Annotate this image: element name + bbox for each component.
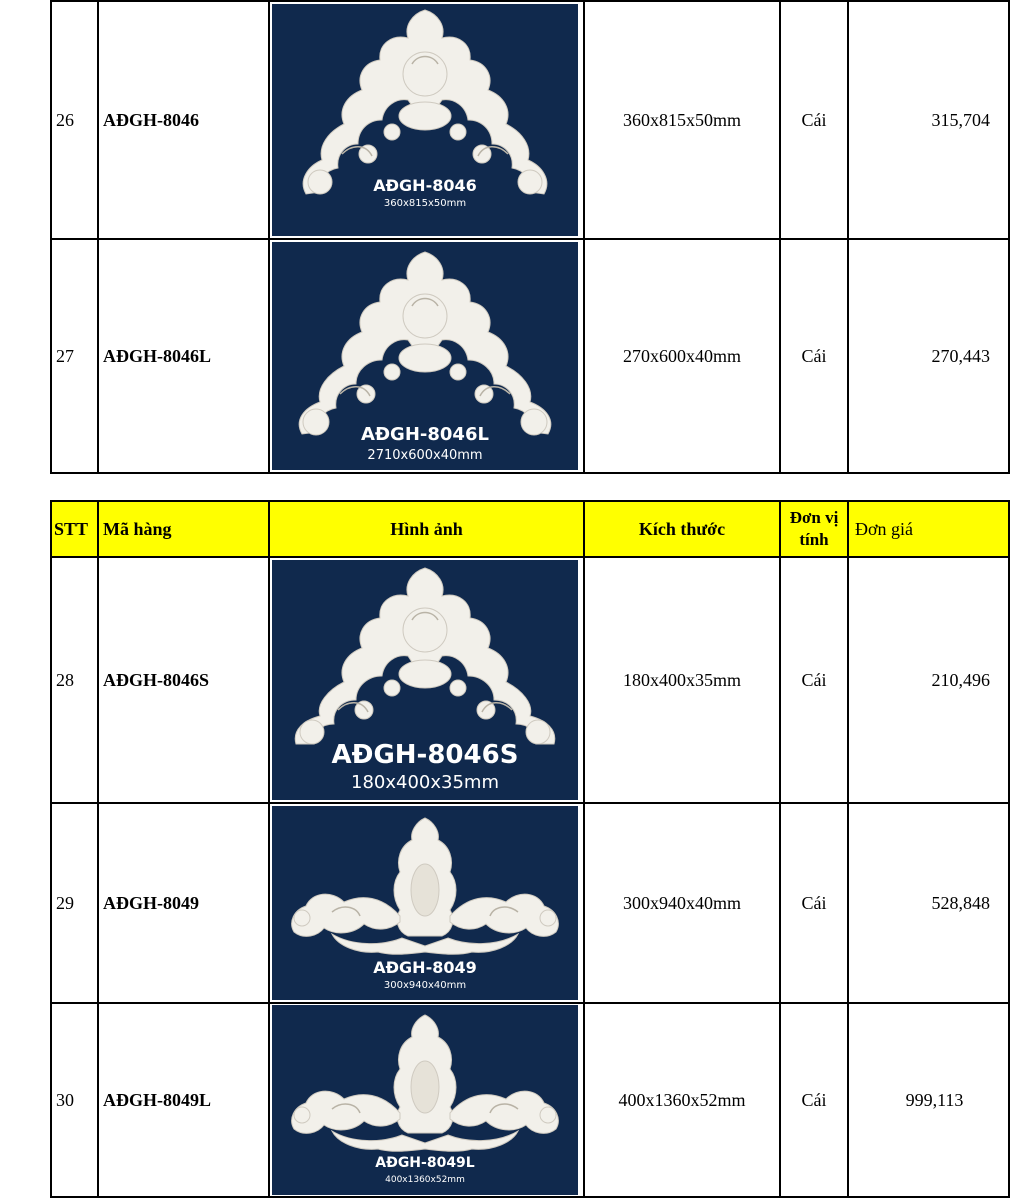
product-size: 360x815x50mm xyxy=(584,1,780,239)
header-size: Kích thước xyxy=(584,501,780,557)
row-number: 29 xyxy=(51,803,98,1003)
product-image-cell xyxy=(269,239,584,473)
product-image xyxy=(272,806,578,1000)
image-label: AĐGH-8046L xyxy=(361,424,489,445)
product-size: 300x940x40mm xyxy=(584,803,780,1003)
header-unit-line2: tính xyxy=(799,530,829,549)
row-number: 30 xyxy=(51,1003,98,1197)
image-dimension: 360x815x50mm xyxy=(383,198,467,209)
table-row xyxy=(51,239,1009,473)
header-image: Hình ảnh xyxy=(269,501,584,557)
image-label: AĐGH-8049 xyxy=(373,958,477,977)
product-price: 210,496 xyxy=(848,557,1009,803)
product-code: AĐGH-8049 xyxy=(98,803,269,1003)
image-label: AĐGH-8049L xyxy=(375,1155,475,1171)
product-price: 528,848 xyxy=(848,803,1009,1003)
product-image-cell xyxy=(269,803,584,1003)
product-size: 270x600x40mm xyxy=(584,239,780,473)
table-row xyxy=(51,557,1009,803)
product-size: 180x400x35mm xyxy=(584,557,780,803)
product-unit: Cái xyxy=(780,803,848,1003)
header-stt: STT xyxy=(51,501,98,557)
product-price: 999,113 xyxy=(848,1003,1009,1197)
table-row xyxy=(51,1003,1009,1197)
product-image xyxy=(272,4,578,236)
row-number: 28 xyxy=(51,557,98,803)
image-label: AĐGH-8046 xyxy=(373,176,477,195)
product-code: AĐGH-8049L xyxy=(98,1003,269,1197)
product-size: 400x1360x52mm xyxy=(584,1003,780,1197)
header-unit-line1: Đơn vị xyxy=(789,508,839,527)
header-unit xyxy=(780,501,848,557)
product-price: 315,704 xyxy=(848,1,1009,239)
product-image xyxy=(272,1005,578,1195)
product-image-cell xyxy=(269,1003,584,1197)
row-number: 27 xyxy=(51,239,98,473)
product-image xyxy=(272,560,578,800)
product-image-cell xyxy=(269,557,584,803)
header-code: Mã hàng xyxy=(98,501,269,557)
image-dimension: 180x400x35mm xyxy=(351,772,499,793)
image-dimension: 300x940x40mm xyxy=(383,980,467,991)
header-price: Đơn giá xyxy=(848,501,1009,557)
product-unit: Cái xyxy=(780,1,848,239)
price-table-top xyxy=(50,0,1010,474)
row-number: 26 xyxy=(51,1,98,239)
product-unit: Cái xyxy=(780,239,848,473)
table-header-row xyxy=(51,501,1009,557)
image-dimension: 400x1360x52mm xyxy=(385,1175,465,1185)
product-price: 270,443 xyxy=(848,239,1009,473)
product-code: AĐGH-8046 xyxy=(98,1,269,239)
image-label: AĐGH-8046S xyxy=(331,740,519,770)
image-dimension: 2710x600x40mm xyxy=(367,448,483,463)
product-code: AĐGH-8046L xyxy=(98,239,269,473)
product-image xyxy=(272,242,578,470)
product-unit: Cái xyxy=(780,1003,848,1197)
product-unit: Cái xyxy=(780,557,848,803)
product-code: AĐGH-8046S xyxy=(98,557,269,803)
price-table-bottom xyxy=(50,500,1010,1198)
product-image-cell xyxy=(269,1,584,239)
table-row xyxy=(51,803,1009,1003)
table-row xyxy=(51,1,1009,239)
